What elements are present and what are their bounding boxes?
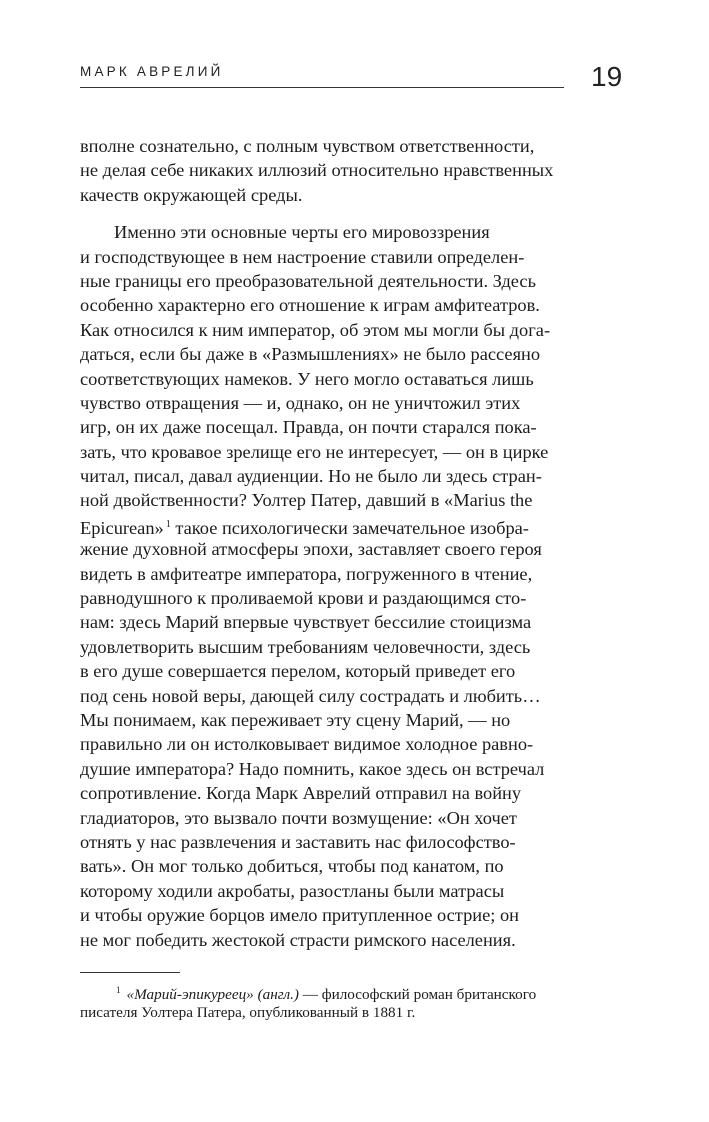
footnote <box>80 980 600 1023</box>
text-line: и господствующее в нем настроение ставили определен- <box>80 246 525 267</box>
text-line: удовлетворить высшим требованиям человечности, здесь <box>80 636 531 657</box>
text-line: особенно характерно его отношение к играм амфитеатров. <box>80 295 540 316</box>
text-line: гладиаторов, это вызвало почти возмущение: «Он хочет <box>80 807 517 828</box>
text-line: в его душе совершается перелом, который приведет его <box>80 661 516 682</box>
text-line: ной двойственности? Уолтер Патер, давший в «Marius the <box>80 490 533 511</box>
text-line: правильно ли он истолковывает видимое холодное равно- <box>80 734 534 755</box>
footnote-text: — философский роман британского <box>298 986 537 1003</box>
footnote-reference[interactable]: 1 <box>165 518 171 530</box>
text-line: зать, что кровавое зрелище его не интересует, — он в цирке <box>80 441 549 462</box>
text-line: игр, он их даже посещал. Правда, он почти старался пока- <box>80 417 537 438</box>
footnote-line: писателя Уолтера Патера, опубликованный в 1881 г. <box>80 1003 416 1021</box>
body-text <box>80 134 600 952</box>
text-line: под сень новой веры, дающей силу сострадать и любить… <box>80 685 541 706</box>
text-line: которому ходили акробаты, разостланы были матрасы <box>80 880 505 901</box>
text-line: даться, если бы даже в «Размышлениях» не было рассеяно <box>80 344 541 365</box>
text-line: Именно эти основные черты его мировоззрения <box>114 222 490 243</box>
text-line: Мы понимаем, как переживает эту сцену Марий, — но <box>80 709 511 730</box>
text-line: и чтобы оружие борцов имело притупленное острие; он <box>80 905 520 926</box>
text-line: видеть в амфитеатре императора, погруженного в чтение, <box>80 563 533 584</box>
text-line: читал, писал, давал аудиенции. Но не было ли здесь стран- <box>80 466 542 487</box>
text-line: чувство отвращения — и, однако, он не уничтожил этих <box>80 392 521 413</box>
footnote-line <box>80 980 600 1002</box>
text-line: не делая себе никаких иллюзий относительно нравственных <box>80 160 554 181</box>
footnote-rule <box>80 972 180 973</box>
paragraph-2 <box>80 220 600 952</box>
running-head: МАРК АВРЕЛИЙ <box>80 64 224 79</box>
text-line: соответствующих намеков. У него могло оставаться лишь <box>80 368 534 389</box>
text-line: Как относился к ним император, об этом мы могли бы дога- <box>80 319 551 340</box>
footnote-number: 1 <box>116 985 121 995</box>
footnote-title: «Марий-эпикуреец» <box>126 986 254 1003</box>
text-line: душие императора? Надо помнить, какое здесь он встречал <box>80 758 545 779</box>
text-line: отнять у нас развлечения и заставить нас философство- <box>80 831 516 852</box>
text-line-with-footnote-ref <box>80 513 600 537</box>
footnote-language: (англ.) <box>257 986 299 1003</box>
page-number: 19 <box>591 61 623 92</box>
text-line: не мог победить жестокой страсти римского населения. <box>80 929 516 950</box>
header-rule <box>80 87 564 88</box>
text-line: качеств окружающей среды. <box>80 184 303 205</box>
paragraph-1 <box>80 134 600 207</box>
text-line: вать». Он мог только добиться, чтобы под канатом, по <box>80 856 504 877</box>
text-line: жение духовной атмосферы эпохи, заставляет своего героя <box>80 539 542 560</box>
note-line-start: Epicurean» <box>80 517 164 538</box>
text-line: сопротивление. Когда Марк Аврелий отправил на войну <box>80 783 522 804</box>
text-line: ные границы его преобразовательной деятельности. Здесь <box>80 270 536 291</box>
text-line: нам: здесь Марий впервые чувствует бессилие стоицизма <box>80 612 532 633</box>
text-line: вполне сознательно, с полным чувством ответственности, <box>80 136 535 156</box>
text-line: равнодушного к проливаемой крови и раздающимся сто- <box>80 588 527 609</box>
note-line-end: такое психологически замечательное изобра- <box>170 517 529 538</box>
